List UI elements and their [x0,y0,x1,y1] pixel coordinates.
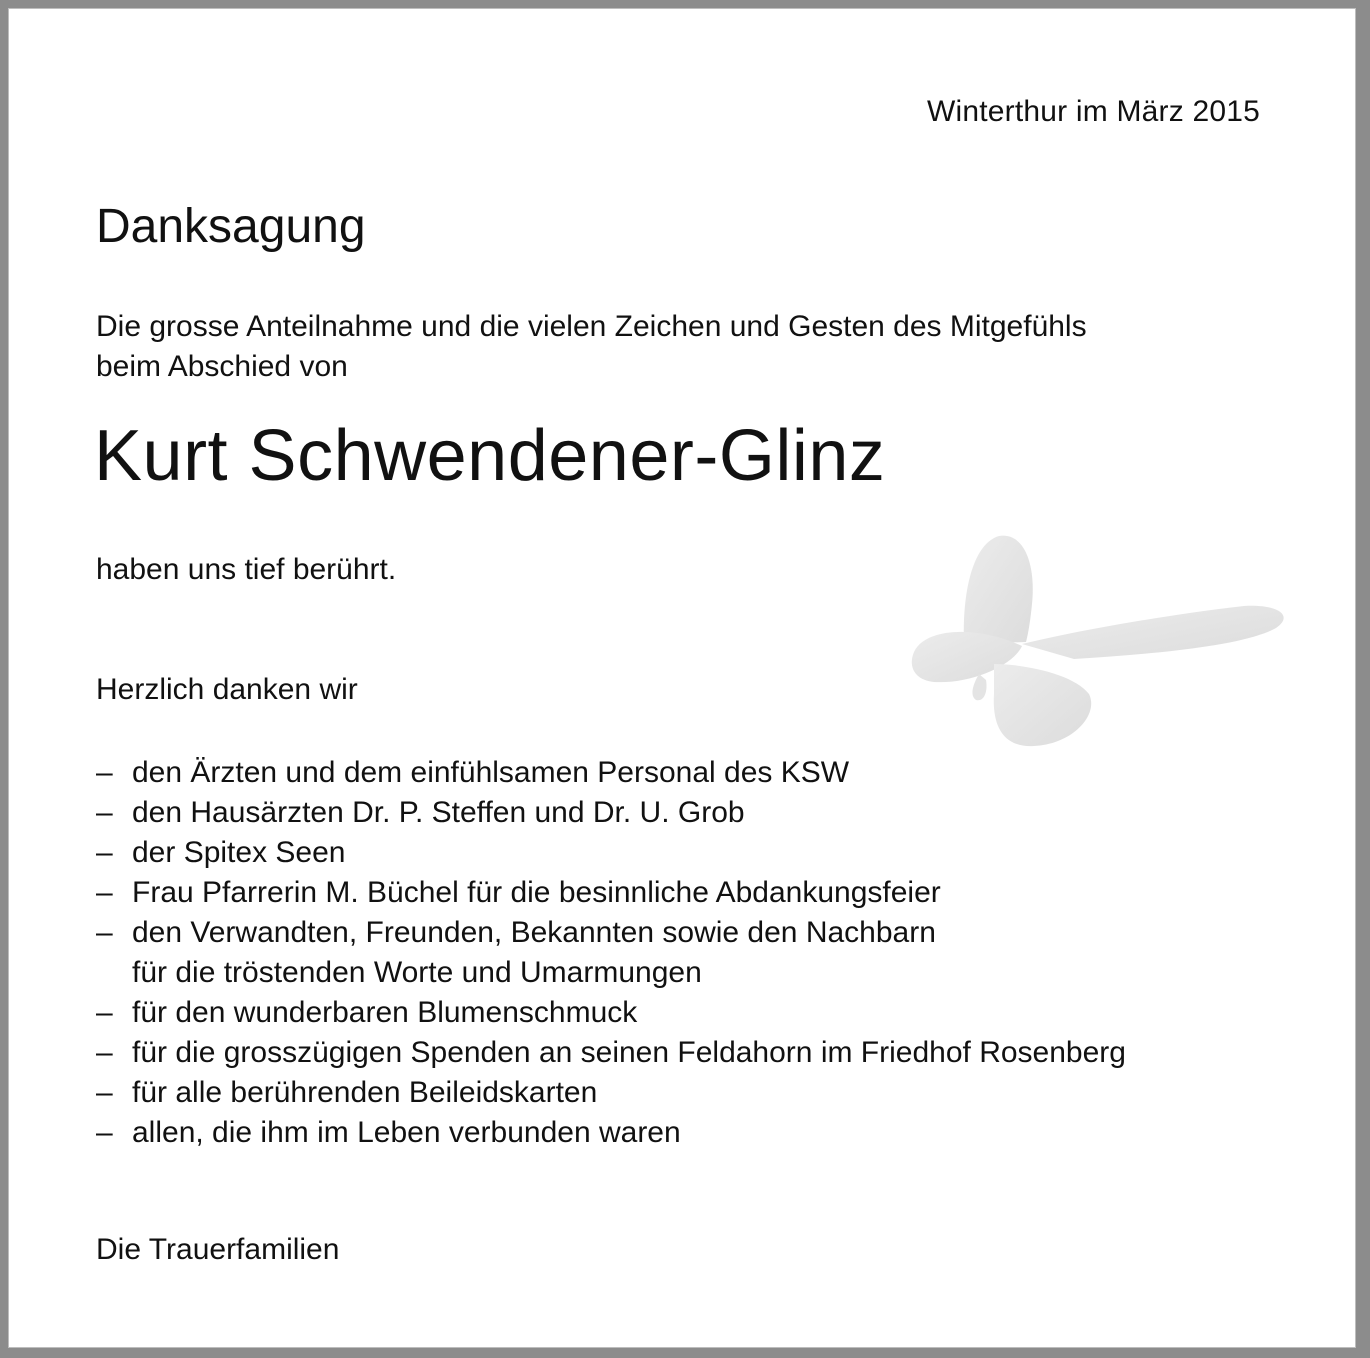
list-dash: – [96,876,113,909]
butterfly-icon [904,524,1284,754]
list-dash: – [96,756,113,789]
list-item [96,993,1296,1033]
list-item [96,1073,1296,1113]
list-dash: – [96,1116,113,1149]
list-dash: – [96,836,113,869]
list-item-text [132,873,941,913]
list-dash: – [96,1076,113,1109]
heading: Danksagung [96,200,366,253]
intro-text [96,307,1246,387]
list-item [96,913,1296,993]
list-item [96,1113,1296,1153]
list-item [96,833,1296,873]
list-item-line: den Verwandten, Freunden, Bekannten sowie den Nachbarn [132,916,936,949]
intro-line: Die grosse Anteilnahme und die vielen Zeichen und Gesten des Mitgefühls [96,310,1087,343]
list-item-line: für alle berührenden Beileidskarten [132,1076,598,1109]
list-item-line: Frau Pfarrerin M. Büchel für die besinnliche Abdankungsfeier [132,876,941,909]
list-item-text [132,913,936,993]
place-date: Winterthur im März 2015 [926,95,1260,128]
list-item [96,793,1296,833]
list-item-text [132,993,637,1033]
list-item-text [132,1073,597,1113]
list-item [96,873,1296,913]
list-dash: – [96,916,113,949]
intro-line: beim Abschied von [96,350,348,383]
list-item [96,753,1296,793]
signature: Die Trauerfamilien [96,1233,340,1266]
list-item-line: für die tröstenden Worte und Umarmungen [132,956,702,989]
list-item-text [132,793,745,833]
list-dash: – [96,1036,113,1069]
list-item-line: den Ärzten und dem einfühlsamen Personal des KSW [132,756,850,789]
list-item-line: allen, die ihm im Leben verbunden waren [132,1116,681,1149]
obituary-card [8,8,1356,1348]
list-item-line: für den wunderbaren Blumenschmuck [132,996,638,1029]
list-item-line: der Spitex Seen [132,836,346,869]
list-item-text [132,1113,681,1153]
list-item [96,1033,1296,1073]
list-dash: – [96,796,113,829]
list-item-text [132,1033,1126,1073]
list-item-line: den Hausärzten Dr. P. Steffen und Dr. U. Grob [132,796,745,829]
list-dash: – [96,996,113,1029]
outro-text: haben uns tief berührt. [96,553,397,586]
thanks-intro: Herzlich danken wir [96,673,358,706]
deceased-name: Kurt Schwendener-Glinz [94,416,886,496]
list-item-line: für die grosszügigen Spenden an seinen Feldahorn im Friedhof Rosenberg [132,1036,1126,1069]
list-item-text [132,753,849,793]
list-item-text [132,833,345,873]
thanks-list [96,753,1296,1153]
